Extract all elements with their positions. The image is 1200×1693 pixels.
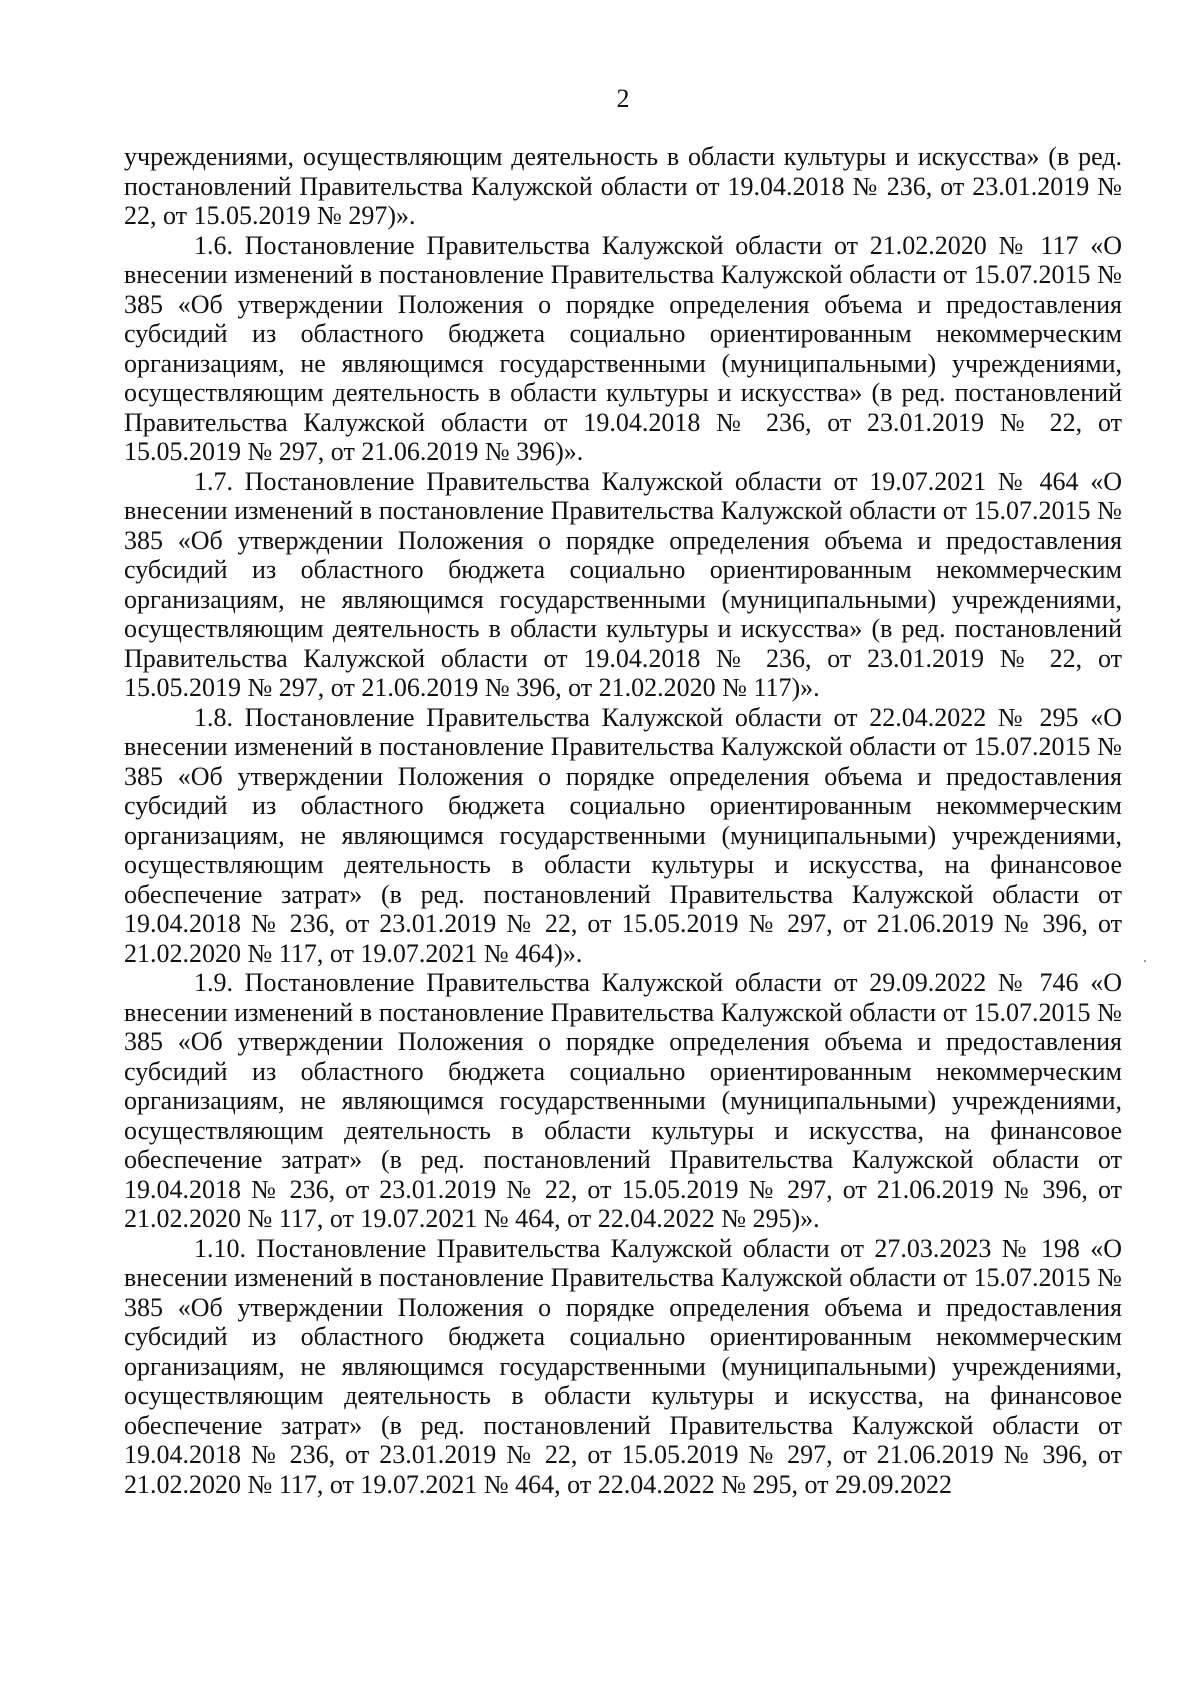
paragraph-item-1-9: 1.9. Постановление Правительства Калужской области от 29.09.2022 № 746 «О внесении изменений в постановление Правительства Калужской области от 15.07.2015 № 385 «Об утверждении Положения о порядке определения объема и предоставления субсидий из областного бюджета социально ориентированным некоммерческим организациям, не являющимся государственными (муниципальными) учреждениями, осуществляющим деятельность в области культуры и искусства, на финансовое обеспечение затрат» (в ред. постановлений Правительства Калужской области от 19.04.2018 № 236, от 23.01.2019 № 22, от 15.05.2019 № 297, от 21.06.2019 № 396, от 21.02.2020 № 117, от 19.07.2021 № 464, от 22.04.2022 № 295)». [124, 968, 1122, 1233]
paragraph-item-1-8: 1.8. Постановление Правительства Калужской области от 22.04.2022 № 295 «О внесении изменений в постановление Правительства Калужской области от 15.07.2015 № 385 «Об утверждении Положения о порядке определения объема и предоставления субсидий из областного бюджета социально ориентированным некоммерческим организациям, не являющимся государственными (муниципальными) учреждениями, осуществляющим деятельность в области культуры и искусства, на финансовое обеспечение затрат» (в ред. постановлений Правительства Калужской области от 19.04.2018 № 236, от 23.01.2019 № 22, от 15.05.2019 № 297, от 21.06.2019 № 396, от 21.02.2020 № 117, от 19.07.2021 № 464)». [124, 702, 1122, 968]
paragraph-item-1-7: 1.7. Постановление Правительства Калужской области от 19.07.2021 № 464 «О внесении изменений в постановление Правительства Калужской области от 15.07.2015 № 385 «Об утверждении Положения о порядке определения объема и предоставления субсидий из областного бюджета социально ориентированным некоммерческим организациям, не являющимся государственными (муниципальными) учреждениями, осуществляющим деятельность в области культуры и искусства» (в ред. постановлений Правительства Калужской области от 19.04.2018 № 236, от 23.01.2019 № 22, от 15.05.2019 № 297, от 21.06.2019 № 396, от 21.02.2020 № 117)». [124, 466, 1122, 702]
scan-dust-mark [1144, 960, 1146, 962]
page-number: 2 [616, 84, 630, 113]
paragraph-item-1-10: 1.10. Постановление Правительства Калужской области от 27.03.2023 № 198 «О внесении изменений в постановление Правительства Калужской области от 15.07.2015 № 385 «Об утверждении Положения о порядке определения объема и предоставления субсидий из областного бюджета социально ориентированным некоммерческим организациям, не являющимся государственными (муниципальными) учреждениями, осуществляющим деятельность в области культуры и искусства, на финансовое обеспечение затрат» (в ред. постановлений Правительства Калужской области от 19.04.2018 № 236, от 23.01.2019 № 22, от 15.05.2019 № 297, от 21.06.2019 № 396, от 21.02.2020 № 117, от 19.07.2021 № 464, от 22.04.2022 № 295, от 29.09.2022 [124, 1233, 1122, 1499]
paragraph-item-1-6: 1.6. Постановление Правительства Калужской области от 21.02.2020 № 117 «О внесении изменений в постановление Правительства Калужской области от 15.07.2015 № 385 «Об утверждении Положения о порядке определения объема и предоставления субсидий из областного бюджета социально ориентированным некоммерческим организациям, не являющимся государственными (муниципальными) учреждениями, осуществляющим деятельность в области культуры и искусства» (в ред. постановлений Правительства Калужской области от 19.04.2018 № 236, от 23.01.2019 № 22, от 15.05.2019 № 297, от 21.06.2019 № 396)». [124, 230, 1122, 466]
paragraph-continuation: учреждениями, осуществляющим деятельность в области культуры и искусства» (в ред. постановлений Правительства Калужской области от 19.04.2018 № 236, от 23.01.2019 № 22, от 15.05.2019 № 297)». [124, 142, 1122, 230]
